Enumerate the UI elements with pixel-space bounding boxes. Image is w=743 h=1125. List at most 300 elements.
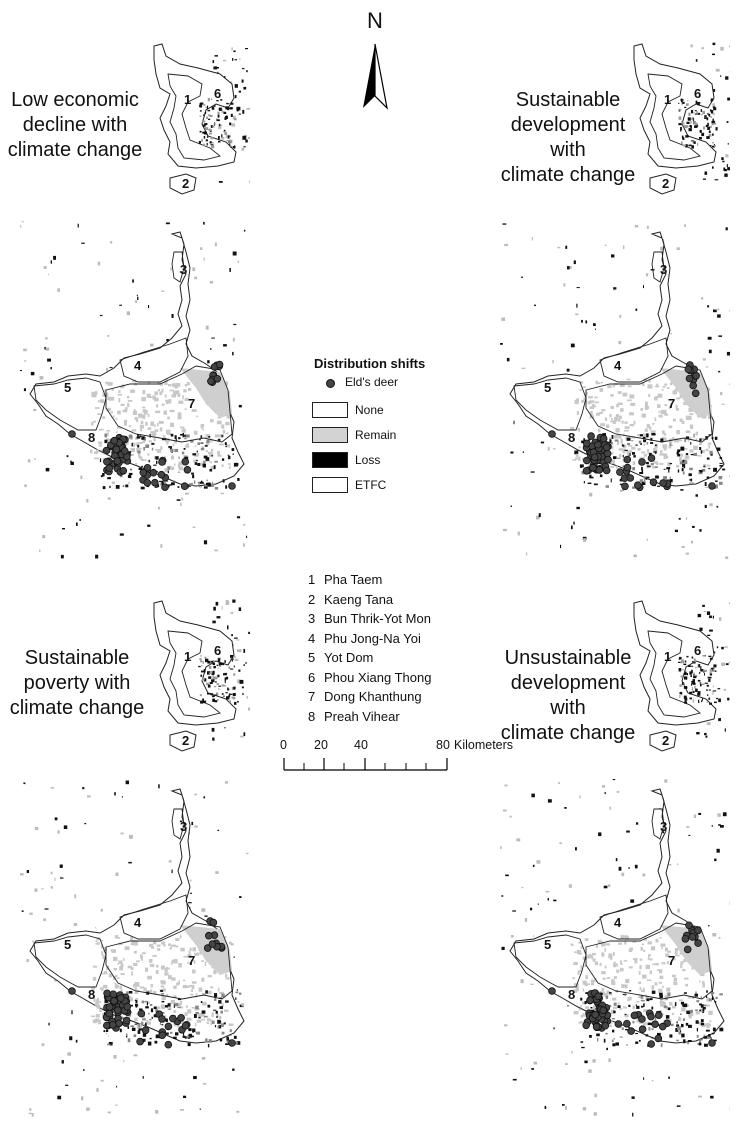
loss-pixel [589, 475, 591, 479]
remain-pixel [135, 417, 137, 419]
loss-pixel [630, 453, 631, 456]
remain-pixel [503, 529, 507, 531]
remain-pixel [32, 941, 34, 942]
loss-pixel [191, 822, 193, 825]
loss-pixel [718, 335, 722, 337]
loss-pixel [209, 666, 212, 669]
remain-pixel [618, 391, 622, 394]
loss-pixel [580, 998, 582, 1001]
loss-pixel [100, 315, 103, 316]
remain-pixel [678, 1017, 680, 1020]
loss-pixel [707, 113, 708, 115]
remain-pixel [155, 429, 159, 432]
remain-pixel [86, 1108, 90, 1111]
legend-row-deer [300, 375, 480, 399]
loss-pixel [228, 135, 230, 138]
loss-pixel [203, 661, 204, 664]
remain-pixel [87, 795, 91, 797]
loss-pixel [203, 104, 205, 106]
loss-pixel [696, 494, 699, 496]
loss-pixel [200, 655, 202, 656]
remain-pixel [571, 1051, 572, 1054]
loss-pixel [208, 114, 211, 116]
remain-pixel [690, 413, 694, 415]
remain-pixel [581, 1015, 586, 1017]
loss-pixel [581, 1041, 584, 1043]
landcover-pixel [706, 736, 708, 738]
loss-pixel [699, 470, 703, 472]
remain-pixel [624, 960, 627, 962]
loss-pixel [684, 438, 686, 442]
remain-pixel [580, 389, 582, 391]
remain-pixel [222, 464, 224, 467]
remain-pixel [729, 310, 730, 311]
loss-pixel [699, 1039, 701, 1042]
remain-pixel [627, 400, 632, 402]
remain-pixel [180, 427, 185, 429]
remain-pixel [602, 988, 605, 991]
loss-pixel [533, 865, 535, 867]
loss-pixel [151, 443, 154, 445]
remain-pixel [729, 476, 730, 478]
loss-pixel [82, 787, 84, 789]
loss-pixel [710, 126, 712, 128]
legend-label-remain: Remain [355, 428, 396, 442]
loss-pixel [513, 1079, 517, 1081]
remain-pixel [682, 969, 685, 971]
landcover-pixel [724, 689, 726, 691]
remain-pixel [121, 404, 125, 406]
landcover-pixel [230, 669, 233, 670]
loss-pixel [200, 1109, 201, 1110]
deer-point [182, 458, 189, 465]
loss-pixel [147, 525, 150, 527]
remain-pixel [640, 987, 642, 990]
loss-pixel [639, 441, 642, 444]
remain-pixel [647, 449, 649, 452]
deer-point [648, 1013, 655, 1020]
legend [300, 356, 480, 499]
loss-pixel [716, 485, 718, 489]
deer-point [587, 997, 594, 1004]
landcover-pixel [704, 733, 707, 735]
loss-pixel [211, 455, 213, 456]
remain-pixel [677, 864, 678, 866]
remain-pixel [645, 429, 648, 432]
loss-pixel [521, 277, 523, 278]
loss-pixel [689, 692, 692, 695]
remain-pixel [607, 977, 611, 979]
remain-pixel [101, 909, 103, 912]
loss-pixel [590, 1007, 592, 1008]
loss-pixel [186, 434, 190, 437]
loss-pixel [699, 1043, 702, 1046]
loss-pixel [564, 807, 566, 809]
loss-pixel [613, 287, 616, 289]
landcover-pixel [729, 602, 730, 604]
remain-pixel [139, 456, 142, 459]
remain-pixel [208, 975, 212, 977]
loss-pixel [703, 466, 705, 467]
deer-point [152, 479, 159, 486]
remain-pixel [45, 337, 48, 339]
remain-pixel [157, 945, 161, 947]
remain-pixel [609, 955, 612, 957]
deer-point [549, 431, 556, 438]
remain-pixel [95, 1002, 99, 1006]
loss-pixel [714, 859, 716, 862]
remain-pixel [708, 445, 710, 449]
remain-pixel [680, 964, 682, 968]
remain-pixel [691, 1014, 694, 1016]
loss-pixel [178, 472, 180, 473]
loss-pixel [219, 108, 222, 111]
remain-pixel [641, 947, 643, 951]
loss-pixel [225, 442, 227, 445]
loss-pixel [126, 781, 129, 785]
loss-pixel [179, 457, 180, 460]
loss-pixel [682, 102, 684, 104]
loss-pixel [202, 132, 204, 134]
remain-pixel [647, 539, 648, 541]
remain-pixel [647, 980, 652, 982]
loss-pixel [626, 1044, 627, 1046]
remain-pixel [197, 1020, 202, 1023]
remain-pixel [648, 384, 653, 388]
remain-pixel [229, 1024, 234, 1026]
loss-pixel [530, 908, 532, 911]
remain-pixel [238, 1001, 240, 1003]
loss-pixel [148, 1013, 149, 1015]
loss-pixel [104, 1030, 106, 1032]
loss-pixel [205, 659, 208, 663]
loss-pixel [126, 1036, 127, 1038]
loss-pixel [706, 136, 709, 139]
landcover-pixel [246, 70, 248, 72]
remain-pixel [657, 404, 661, 408]
deer-point [214, 375, 221, 382]
remain-pixel [99, 400, 101, 402]
remain-pixel [191, 990, 193, 992]
remain-pixel [95, 1018, 99, 1022]
loss-pixel [60, 878, 63, 879]
landcover-pixel [724, 169, 727, 171]
remain-pixel [648, 958, 650, 960]
loss-pixel [718, 371, 720, 373]
loss-pixel [708, 337, 712, 340]
loss-pixel [534, 305, 536, 307]
loss-pixel [200, 675, 202, 677]
remain-pixel [210, 986, 213, 988]
site-label-4: 4 [614, 358, 622, 373]
remain-pixel [96, 1088, 98, 1092]
remain-pixel [574, 1011, 579, 1014]
loss-pixel [531, 794, 535, 798]
loss-pixel [177, 1007, 181, 1008]
remain-pixel [600, 423, 605, 426]
loss-pixel [623, 455, 624, 458]
loss-pixel [201, 671, 204, 673]
loss-pixel [205, 127, 208, 130]
loss-pixel [681, 1034, 684, 1038]
loss-pixel [183, 1096, 186, 1098]
remain-pixel [26, 959, 29, 962]
remain-pixel [170, 390, 174, 392]
loss-pixel [132, 279, 134, 282]
remain-pixel [610, 420, 614, 422]
landcover-pixel [236, 107, 240, 111]
deer-point [596, 467, 603, 474]
loss-pixel [675, 530, 678, 532]
loss-pixel [116, 485, 120, 489]
remain-pixel [141, 421, 144, 424]
remain-pixel [631, 447, 635, 450]
remain-pixel [624, 941, 626, 944]
remain-pixel [643, 1023, 645, 1025]
remain-pixel [669, 1002, 672, 1006]
remain-pixel [620, 968, 623, 971]
remain-pixel [565, 1106, 567, 1110]
loss-pixel [699, 702, 700, 703]
loss-pixel [597, 1038, 598, 1041]
loss-pixel [699, 672, 700, 674]
remain-pixel [618, 1003, 620, 1005]
remain-pixel [221, 425, 224, 429]
remain-pixel [140, 987, 145, 989]
loss-pixel [719, 482, 723, 485]
loss-pixel [620, 1037, 623, 1038]
loss-pixel [668, 469, 669, 473]
remain-pixel [661, 962, 665, 964]
remain-pixel [558, 782, 560, 784]
loss-pixel [235, 992, 238, 994]
remain-pixel [114, 983, 116, 985]
remain-pixel [619, 315, 621, 318]
remain-pixel [166, 967, 169, 969]
remain-pixel [633, 1006, 636, 1010]
loss-pixel [152, 1017, 153, 1019]
landcover-pixel [696, 732, 699, 734]
loss-pixel [585, 320, 587, 323]
loss-pixel [632, 467, 635, 470]
loss-pixel [708, 468, 710, 469]
loss-pixel [212, 699, 215, 702]
loss-pixel [652, 991, 656, 994]
remain-pixel [196, 416, 198, 418]
loss-pixel [206, 117, 208, 120]
legend-row-loss [300, 449, 480, 474]
loss-pixel [635, 865, 638, 869]
loss-pixel [696, 1000, 699, 1002]
remain-pixel [127, 403, 129, 407]
remain-pixel [93, 966, 97, 968]
remain-pixel [199, 987, 203, 991]
site-label-4: 4 [134, 358, 142, 373]
remain-pixel [161, 389, 163, 393]
remain-pixel [629, 412, 634, 415]
loss-pixel [225, 1000, 229, 1002]
loss-pixel [217, 675, 219, 678]
remain-pixel [149, 959, 153, 963]
landcover-pixel [222, 606, 223, 610]
loss-pixel [141, 466, 143, 467]
remain-pixel [236, 1111, 239, 1113]
remain-pixel [638, 982, 641, 985]
remain-pixel [170, 267, 172, 270]
map-panel-bottom-left [20, 595, 250, 1125]
landcover-pixel [231, 612, 234, 614]
landcover-pixel [703, 179, 706, 180]
remain-pixel [621, 964, 623, 966]
remain-pixel [210, 1023, 212, 1026]
loss-pixel [120, 533, 124, 535]
landcover-pixel [212, 621, 215, 624]
loss-pixel [644, 479, 645, 482]
loss-pixel [707, 702, 708, 703]
deer-point [624, 1020, 631, 1027]
remain-pixel [181, 498, 183, 501]
remain-pixel [605, 418, 607, 421]
loss-pixel [246, 536, 247, 538]
loss-pixel [604, 1039, 606, 1043]
deer-point [116, 1020, 123, 1027]
remain-pixel [660, 976, 664, 979]
loss-pixel [142, 1018, 146, 1020]
remain-pixel [655, 386, 660, 388]
remain-pixel [147, 976, 152, 980]
loss-pixel [231, 114, 233, 117]
remain-pixel [153, 942, 156, 945]
remain-pixel [681, 454, 683, 457]
loss-pixel [145, 444, 149, 448]
remain-pixel [171, 945, 176, 947]
loss-pixel [641, 1006, 643, 1008]
loss-pixel [234, 146, 235, 149]
remain-pixel [51, 787, 55, 789]
remain-pixel [225, 974, 227, 978]
loss-pixel [132, 443, 133, 447]
loss-pixel [161, 1024, 163, 1025]
remain-pixel [171, 1000, 175, 1004]
remain-pixel [572, 977, 575, 979]
loss-pixel [713, 119, 714, 122]
remain-pixel [185, 493, 189, 495]
remain-pixel [655, 417, 657, 421]
loss-pixel [199, 141, 201, 144]
loss-pixel [571, 344, 575, 348]
remain-pixel [600, 963, 602, 966]
landcover-pixel [725, 154, 728, 157]
loss-pixel [226, 696, 229, 699]
remain-pixel [189, 985, 192, 987]
loss-pixel [600, 474, 603, 477]
loss-pixel [646, 1034, 649, 1036]
remain-pixel [159, 421, 164, 424]
loss-pixel [710, 451, 713, 454]
deer-point [583, 440, 590, 447]
landcover-pixel [708, 677, 712, 679]
landcover-pixel [237, 701, 239, 702]
remain-pixel [166, 441, 168, 444]
loss-pixel [229, 140, 232, 144]
loss-pixel [153, 465, 157, 466]
landcover-pixel [705, 683, 708, 684]
loss-pixel [636, 1005, 637, 1006]
remain-pixel [176, 983, 179, 986]
loss-pixel [627, 444, 630, 445]
loss-pixel [207, 106, 208, 109]
loss-pixel [46, 468, 50, 472]
site-label-8: 8 [568, 430, 575, 445]
loss-pixel [208, 1044, 209, 1048]
loss-pixel [588, 483, 592, 484]
landcover-pixel [239, 114, 241, 115]
remain-pixel [602, 785, 605, 788]
loss-pixel [680, 129, 681, 132]
remain-pixel [229, 466, 231, 469]
loss-pixel [690, 698, 693, 700]
deer-point [648, 455, 655, 462]
loss-pixel [205, 112, 207, 114]
landcover-pixel [242, 693, 243, 695]
loss-pixel [226, 116, 228, 117]
remain-pixel [161, 291, 164, 292]
loss-pixel [218, 686, 221, 687]
loss-pixel [677, 449, 680, 452]
remain-pixel [35, 827, 39, 830]
loss-pixel [69, 1036, 72, 1040]
deer-point [106, 1004, 113, 1011]
landcover-pixel [707, 611, 710, 615]
deer-point [144, 479, 151, 486]
remain-pixel [686, 553, 689, 555]
remain-pixel [675, 951, 678, 955]
loss-pixel [631, 440, 633, 441]
remain-pixel [121, 833, 124, 835]
loss-pixel [584, 481, 585, 483]
loss-pixel [669, 1034, 672, 1037]
site-item-1: 1 Pha Taem [308, 570, 431, 590]
remain-pixel [644, 454, 647, 457]
loss-pixel [684, 992, 687, 994]
loss-pixel [60, 865, 63, 868]
remain-pixel [192, 970, 196, 974]
loss-pixel [694, 121, 696, 124]
loss-pixel [207, 143, 208, 146]
loss-pixel [596, 1034, 600, 1037]
loss-pixel [217, 665, 219, 666]
landcover-pixel [238, 670, 240, 672]
site-label-7: 7 [668, 396, 675, 411]
loss-pixel [138, 1024, 140, 1028]
remain-pixel [641, 990, 645, 992]
loss-pixel [576, 507, 580, 509]
loss-pixel [700, 669, 703, 672]
remain-pixel [583, 989, 585, 992]
loss-pixel [711, 116, 712, 118]
loss-pixel [202, 1010, 206, 1013]
remain-pixel [140, 425, 144, 429]
loss-pixel [130, 1025, 134, 1027]
loss-pixel [208, 98, 210, 101]
remain-pixel [633, 958, 638, 960]
loss-pixel [679, 116, 682, 119]
loss-pixel [668, 993, 670, 997]
loss-pixel [571, 526, 573, 530]
loss-pixel [196, 1032, 198, 1033]
loss-pixel [686, 656, 688, 658]
remain-pixel [172, 467, 175, 471]
